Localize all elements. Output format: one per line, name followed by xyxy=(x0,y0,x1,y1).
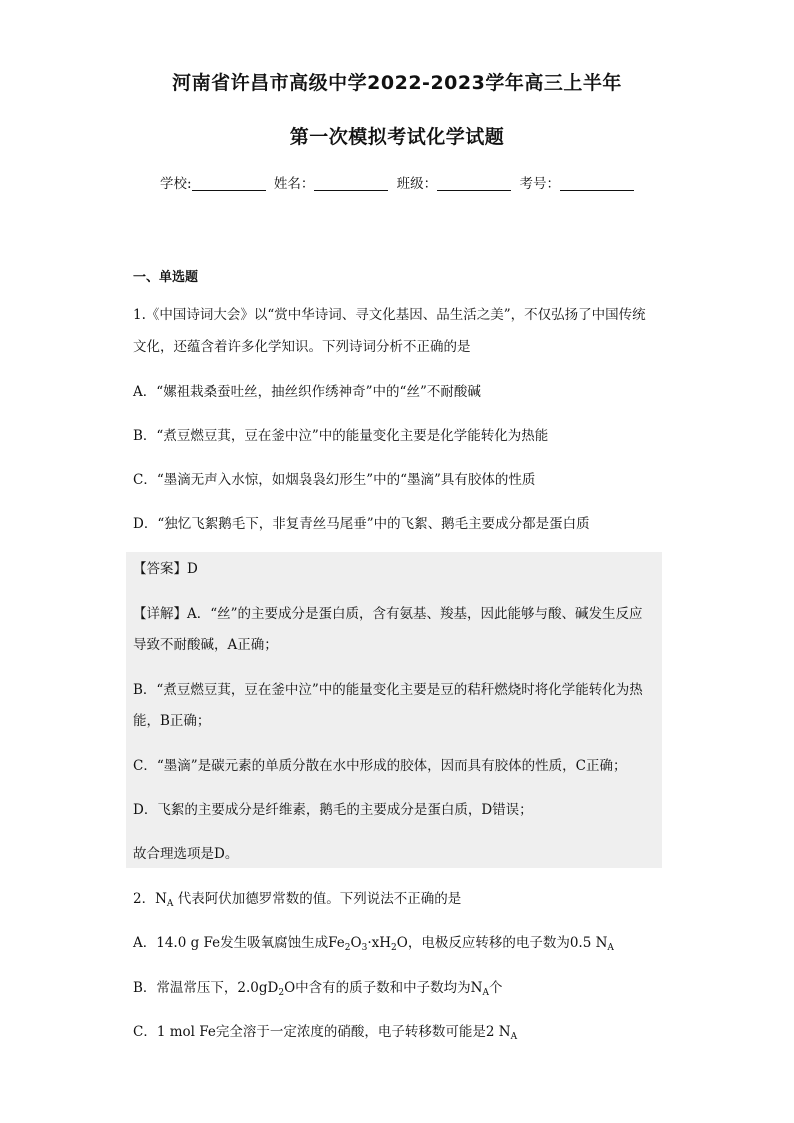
q1-detail-line7: 故合理选项是D。 xyxy=(133,846,239,862)
class-label: 班级： xyxy=(396,176,438,192)
student-info-row xyxy=(0,172,794,192)
q1-detail-line3: B．“煮豆燃豆萁，豆在釜中泣”中的能量变化主要是豆的秸秆燃烧时将化学能转化为热 xyxy=(133,682,643,698)
class-field xyxy=(397,172,512,192)
exam-no-field xyxy=(519,172,634,192)
school-label: 学校: xyxy=(160,176,192,192)
title-line-2: 第一次模拟考试化学试题 xyxy=(289,126,505,148)
q1-option-d: D．“独忆飞絮鹅毛下，非复青丝马尾垂”中的飞絮、鹅毛主要成分都是蛋白质 xyxy=(133,516,590,532)
school-blank[interactable] xyxy=(192,176,266,191)
name-blank[interactable] xyxy=(314,176,388,191)
name-field xyxy=(274,172,389,192)
q1-detail-line4: 能，B正确； xyxy=(133,713,211,729)
title-line-1: 河南省许昌市高级中学2022-2023学年高三上半年 xyxy=(172,72,622,94)
answer-box xyxy=(126,552,662,868)
name-label: 姓名： xyxy=(273,176,315,192)
q1-detail-line5: C．“墨滴”是碳元素的单质分散在水中形成的胶体，因而具有胶体的性质，C正确； xyxy=(133,758,627,774)
exam-no-label: 考号： xyxy=(519,176,560,192)
q1-option-c: C．“墨滴无声入水惊，如烟袅袅幻形生”中的“墨滴”具有胶体的性质 xyxy=(133,472,536,488)
school-field xyxy=(160,172,266,192)
q2-stem: 2．$N_A$ 代表阿伏加德罗常数的值。下列说法不正确的是 xyxy=(133,891,462,909)
q2-option-c: C．1 mol Fe完全溶于一定浓度的硝酸，电子转移数可能是2 $N_A$ xyxy=(133,1024,518,1042)
q1-option-b: B．“煮豆燃豆萁，豆在釜中泣”中的能量变化主要是化学能转化为热能 xyxy=(133,428,549,444)
q1-option-a: A．“嫘祖栽桑蚕吐丝，抽丝织作绣神奇”中的“丝”不耐酸碱 xyxy=(133,384,481,400)
class-blank[interactable] xyxy=(437,176,511,191)
q1-detail-line6: D．飞絮的主要成分是纤维素，鹅毛的主要成分是蛋白质，D错误； xyxy=(133,802,533,818)
q1-stem-line1: 1.《中国诗词大会》以“赏中华诗词、寻文化基因、品生活之美”，不仅弘扬了中国传统 xyxy=(133,307,646,323)
q1-answer: 【答案】D xyxy=(133,561,198,577)
exam-no-blank[interactable] xyxy=(560,176,634,191)
q1-stem-line2: 文化，还蕴含着许多化学知识。下列诗词分析不正确的是 xyxy=(133,339,471,355)
q2-option-a: A．14.0 g Fe发生吸氧腐蚀生成$Fe_2O_3\cdot xH_2O$，电极反应转移的电子数为0.5 $N_A$ xyxy=(133,935,614,953)
section-heading: 一、单选题 xyxy=(133,270,199,285)
q1-detail-line1: 【详解】A．“丝”的主要成分是蛋白质，含有氨基、羧基，因此能够与酸、碱发生反应 xyxy=(133,606,643,622)
q1-detail-line2: 导致不耐酸碱，A正确； xyxy=(133,637,278,653)
q2-option-b: B．常温常压下，$2.0gD_2O$中含有的质子数和中子数均为$N_A$个 xyxy=(133,980,503,998)
